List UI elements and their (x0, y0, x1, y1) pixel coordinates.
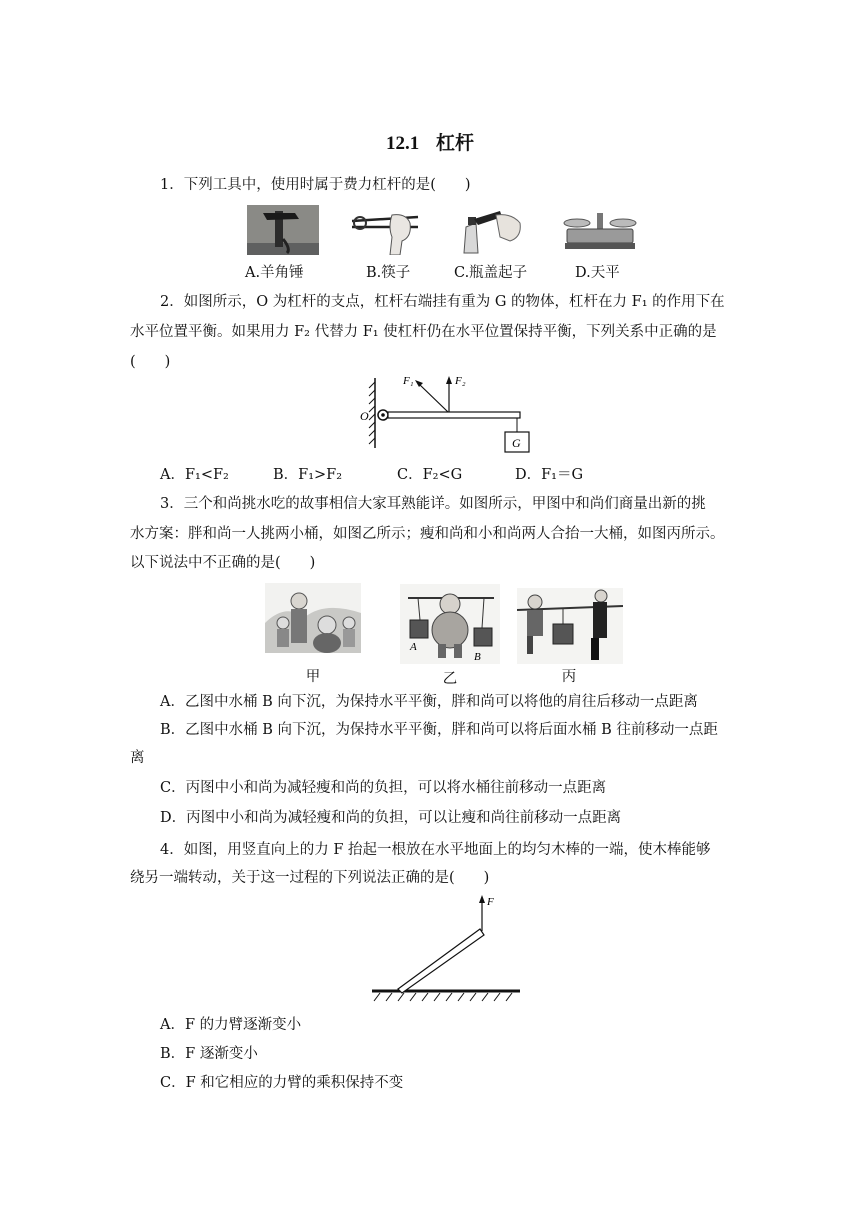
rod-diagram (368, 893, 524, 1005)
q3-option-b-continued: 离 (130, 750, 145, 766)
q1-option-a: A.羊角锤 (245, 265, 304, 281)
q2-line3: ( ) (130, 354, 171, 370)
caption-jia: 甲 (305, 669, 321, 685)
q3-option-c: C．丙图中小和尚为减轻瘦和尚的负担，可以将水桶往前移动一点距离 (160, 780, 607, 796)
bottle-opener-image (460, 207, 524, 255)
bucket-b-label: B (474, 651, 481, 663)
q3-line1: 3．三个和尚挑水吃的故事相信大家耳熟能详。如图所示，甲图中和尚们商量出新的挑 (160, 496, 706, 512)
claw-hammer-image (247, 205, 319, 255)
fat-monk-carrying-image (400, 584, 500, 664)
balance-scale-image (563, 209, 637, 253)
q4-line2: 绕另一端转动，关于这一过程的下列说法正确的是( ) (130, 870, 490, 886)
q3-option-d: D．丙图中小和尚为减轻瘦和尚的负担，可以让瘦和尚往前移动一点距离 (160, 810, 622, 826)
two-monks-carrying-image (517, 588, 623, 664)
q3-line2: 水方案：胖和尚一人挑两小桶，如图乙所示；瘦和尚和小和尚两人合抬一大桶，如图丙所示。 (130, 526, 725, 542)
caption-bing: 丙 (561, 669, 577, 685)
q1-option-c: C.瓶盖起子 (454, 265, 528, 281)
q4-option-a: A．F 的力臂逐渐变小 (160, 1017, 302, 1033)
page-title (0, 128, 860, 155)
weight-g-label: G (512, 436, 521, 450)
bucket-a-label: A (410, 641, 417, 653)
q2-line2: 水平位置平衡。如果用力 F₂ 代替力 F₁ 使杠杆仍在水平位置保持平衡，下列关系中正确的是 (130, 324, 717, 340)
q1-stem: 1．下列工具中，使用时属于费力杠杆的是( ) (160, 177, 471, 193)
section-name: 杠杆 (435, 133, 474, 154)
section-number: 12.1 (385, 133, 420, 154)
force-f-label: F (487, 896, 494, 908)
lever-diagram (355, 370, 535, 458)
q3-option-b: B．乙图中水桶 B 向下沉，为保持水平平衡，胖和尚可以将后面水桶 B 往前移动一点距 (160, 722, 718, 738)
q2-option-d: D．F₁＝G (515, 467, 584, 483)
f2-label: F₂ (455, 375, 466, 387)
q2-line1: 2．如图所示，O 为杠杆的支点，杠杆右端挂有重为 G 的物体，杠杆在力 F₁ 的作用下在 (160, 294, 725, 310)
q3-option-a: A．乙图中水桶 B 向下沉，为保持水平平衡，胖和尚可以将他的肩往后移动一点距离 (160, 694, 698, 710)
q2-option-a: A．F₁<F₂ (160, 467, 229, 483)
caption-yi: 乙 (442, 671, 458, 687)
q2-option-b: B．F₁>F₂ (273, 467, 343, 483)
q4-option-b: B．F 逐渐变小 (160, 1046, 258, 1062)
three-monks-image (265, 583, 361, 653)
q1-option-b: B.筷子 (366, 265, 411, 281)
q2-option-c: C．F₂<G (397, 467, 463, 483)
q1-option-d: D.天平 (575, 265, 620, 281)
q4-option-c: C．F 和它相应的力臂的乘积保持不变 (160, 1075, 404, 1091)
pivot-o-label: O (360, 409, 369, 423)
q3-line3: 以下说法中不正确的是( ) (130, 555, 316, 571)
q4-line1: 4．如图，用竖直向上的力 F 抬起一根放在水平地面上的均匀木棒的一端，使木棒能够 (160, 842, 711, 858)
f1-label: F₁ (403, 375, 414, 387)
chopsticks-image (350, 207, 422, 255)
